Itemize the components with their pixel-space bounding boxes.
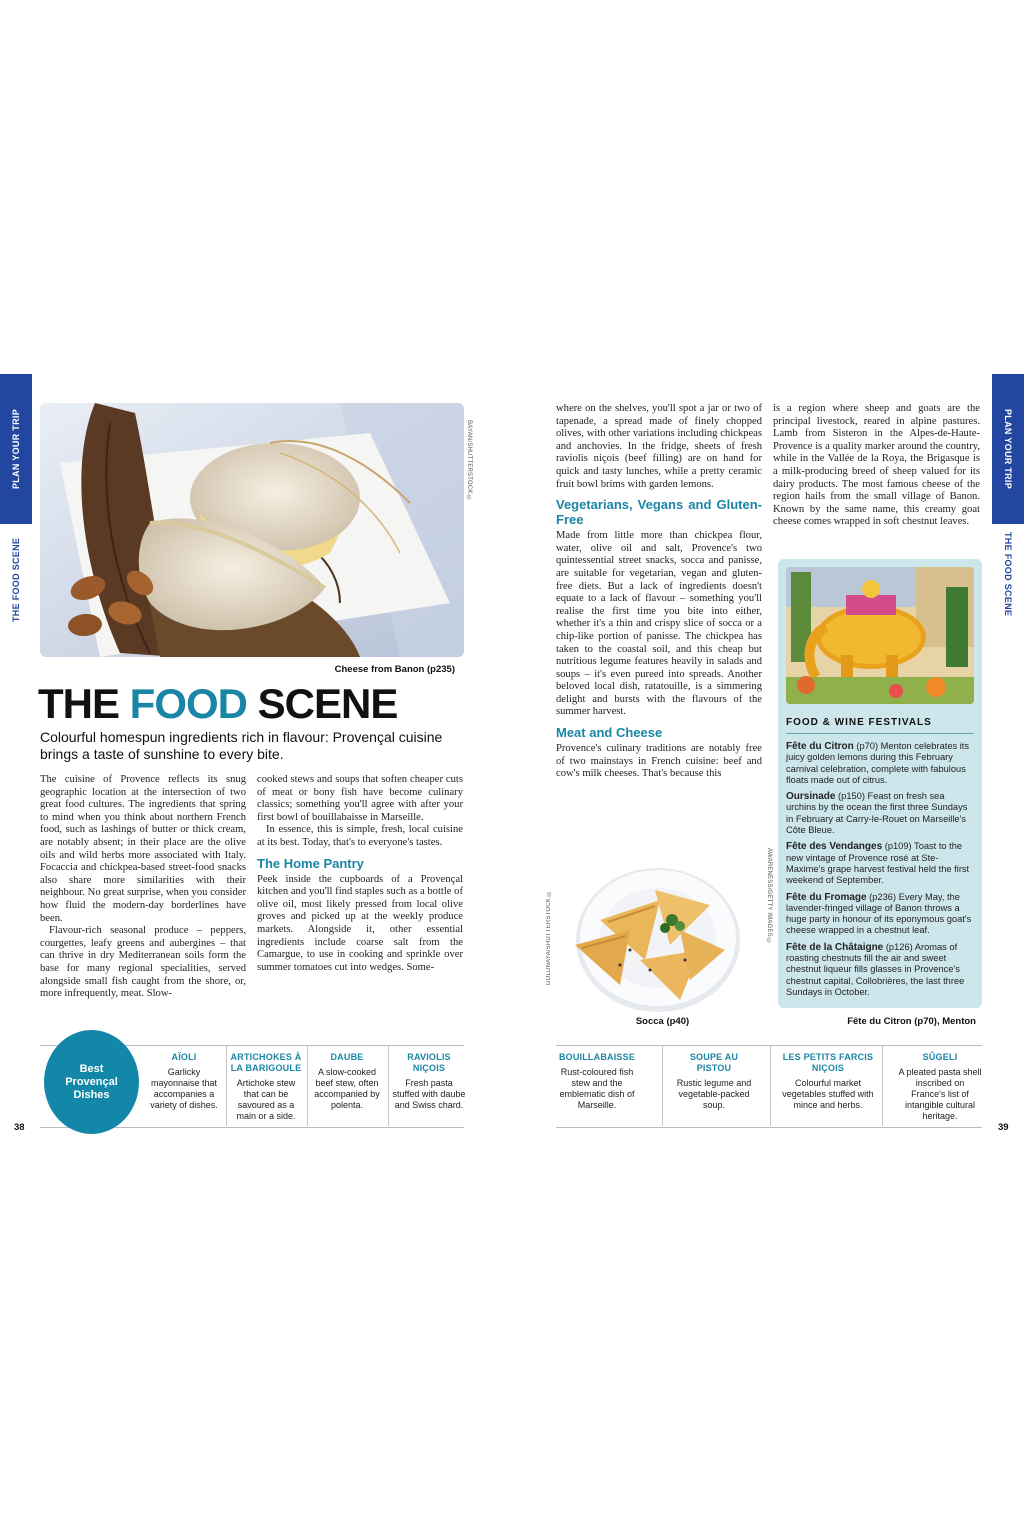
right-column-1 [556, 403, 762, 781]
dish-name: DAUBE [330, 1052, 364, 1062]
festival-text: Feast on fresh sea urchins by the ocean the first three Sundays in February at Carry-le-Rouet on Marseille's Côte Bleue. [786, 791, 968, 836]
standfirst: Colourful homespun ingredients rich in flavour: Provençal cuisine brings a taste of sunshine to every bite. [40, 729, 443, 762]
left-col1-paragraph-1: The cuisine of Provence reflects its snug geographic location at the intersection of two great food cultures. The ingredients that spring to mind when you think about northern French food, such as lashings of butter or thick cream, are notably absent; in their place are the olive oils and wild herbs more associated with Italy. Focaccia and chickpea-based street-food snacks also share more similarities with their neighbour. No great surprise, when you consider how fluid the modern-day borderlines have been. [40, 774, 246, 924]
dish-name: ARTICHOKES À LA BARIGOULE [230, 1052, 302, 1073]
festival-text: Toast to the new vintage of Provence rosé at Ste-Maxime's grape harvest festival held the first weekend of September. [786, 841, 970, 886]
dish-description: Colourful market vegetables stuffed with mince and herbs. [782, 1078, 874, 1110]
festival-photo [786, 567, 974, 704]
festival-photo-credit: AWARENESS/GETTY IMAGES © [766, 848, 772, 945]
side-label-left [0, 532, 32, 622]
left-col2-paragraph-1: cooked stews and soups that soften cheaper cuts of meat or bony fish have become culinary classics; something you'll agree with after your first bowl of bouillabaisse in Marseille. [257, 774, 463, 823]
festival-ref: (p126) [883, 941, 913, 952]
festival-name: Oursinade [786, 791, 836, 803]
dish-artichokes [230, 1052, 302, 1122]
dish-name: AÏOLI [171, 1052, 197, 1062]
page-title-highlight: FOOD [129, 680, 247, 727]
dish-soupe-au-pistou [672, 1052, 756, 1111]
cheese-photo-caption: Cheese from Banon (p235) [334, 664, 455, 675]
dish-name: BOUILLABAISSE [558, 1052, 636, 1062]
festival-item [786, 741, 976, 786]
dish-divider [307, 1046, 308, 1126]
section-heading-meat-cheese: Meat and Cheese [556, 725, 663, 741]
socca-photo [560, 850, 750, 1015]
dish-sugeli [898, 1052, 982, 1122]
socca-photo-image [560, 850, 750, 1015]
left-column-2 [257, 774, 463, 974]
socca-photo-caption: Socca (p40) [635, 1016, 690, 1027]
side-label-left-text: THE FOOD SCENE [11, 537, 21, 622]
dish-divider [882, 1046, 883, 1126]
right-column-2 [773, 403, 980, 529]
dish-divider [770, 1046, 771, 1126]
festival-text: Aromas of roasting chestnuts fill the air and sweet chestnut liqueur fills glasses in Provence's chestnut capital, Collobrières, the last three Sundays in October. [786, 941, 965, 997]
dish-name: SÛGELI [922, 1052, 958, 1062]
page-title [38, 680, 397, 728]
section-heading-vegetarians: Vegetarians, Vegans and Gluten-Free [556, 497, 762, 528]
festival-photo-image [786, 567, 974, 704]
side-tab-right-label: PLAN YOUR TRIP [1003, 408, 1013, 490]
page-number-right: 39 [998, 1122, 1009, 1133]
festival-item [786, 892, 976, 937]
dish-name: LES PETITS FARCIS NIÇOIS [782, 1052, 874, 1073]
festival-item [786, 841, 976, 886]
festivals-heading: FOOD & WINE FESTIVALS [786, 717, 932, 728]
dish-divider [226, 1046, 227, 1126]
festivals-list [786, 741, 976, 1003]
dish-description: A pleated pasta shell inscribed on France's list of intangible cultural heritage. [898, 1067, 982, 1121]
festival-name: Fête du Citron [786, 741, 854, 752]
festival-photo-caption: Fête du Citron (p70), Menton [847, 1016, 976, 1027]
right-col1-paragraph-1: where on the shelves, you'll spot a jar or two of tapenade, a spread made of finely chopped olives, with other variations including chickpeas and anchovies. In the fridge, sheets of fresh raviolis niçois (beef filling) are on hand for quick and tasty lunches, while a pretty ceramic fruit bowl brims with garden lemons. [556, 403, 762, 490]
dish-bouillabaisse [558, 1052, 636, 1111]
dish-petits-farcis [780, 1052, 876, 1111]
cheese-photo-credit: BAYAN/SHUTTERSTOCK © [466, 420, 472, 502]
dish-raviolis [392, 1052, 466, 1111]
festival-ref: (p236) [866, 891, 897, 902]
festival-ref: (p150) [835, 791, 865, 802]
dish-divider [388, 1046, 389, 1126]
side-tab-left-label: PLAN YOUR TRIP [11, 408, 21, 490]
side-tab-right [992, 374, 1024, 524]
dish-divider [662, 1046, 663, 1126]
best-dishes-badge [44, 1030, 139, 1134]
dish-description: Rustic legume and vegetable-packed soup. [676, 1078, 752, 1110]
festivals-box [778, 559, 982, 1008]
left-column-1 [40, 774, 246, 1001]
right-col2-paragraph-1: is a region where sheep and goats are the principal livestock, reared in alpine pastures. Lamb from Sisteron in the Alpes-de-Haute-Provence is a quality marker around the country, while in the Vallée de la Roya, the Brigasque is a milk-producing breed of sheep valued for its dairy products. The most famous cheese of the region hails from the small village of Banon. Known by the same name, this creamy goat cheese comes wrapped in soft chestnut leaves. [773, 403, 980, 528]
dishes-strip-rule-bottom-right [556, 1127, 982, 1128]
dish-description: Artichoke stew that can be savoured as a main or a side. [236, 1078, 296, 1121]
cheese-photo [40, 403, 464, 657]
festival-name: Fête du Fromage [786, 891, 867, 903]
festival-item [786, 791, 976, 836]
left-col2-paragraph-3: Peek inside the cupboards of a Provençal kitchen and you'll find staples such as a bottle of olive oil, most likely pressed from local olive groves and picked up at the weekly produce markets. Alongside it, other essential ingredients include coarse salt from the Camargue, to use in cooking and sprinkle over summer tomatoes cut into wedges. Some- [257, 873, 463, 973]
dish-aioli [147, 1052, 221, 1111]
right-col1-paragraph-2: Made from little more than chickpea flour, water, olive oil and salt, Provence's two quintessential street snacks, socca and panisse, are suitable for vegetarian, vegan and gluten-free diets. But a lack of ingredients doesn't equate to a lack of flavour – something you'll realise the first time you bite into either, whether it's a thin and crispy slice of socca or a chip-like portion of panisse. The chickpea has taken to the coastal soil, and this cheap but nutritious legume features heavily in salads and soups – it's even pureed into spreads. Another beloved local dish, ratatouille, is a simmering delight and bursts with the flavours of the summer harvest. [556, 530, 762, 718]
festival-text: Every May, the lavender-fringed village of Banon throws a huge party in honour of its eponymous goat's cheese wrapped in a chestnut leaf. [786, 891, 972, 936]
page-number-left: 38 [14, 1122, 25, 1133]
left-col1-paragraph-2: Flavour-rich seasonal produce – peppers, courgettes, leafy greens and aubergines – that can thrive in dry Mediterranean soils form the base for many regional specialities, served alongside small fish caught from the shore, or, more infrequently, meat. Slow- [40, 925, 246, 1000]
best-dishes-badge-label: Best Provençal Dishes [65, 1062, 118, 1101]
side-label-right-text: THE FOOD SCENE [1003, 532, 1013, 617]
left-col2-paragraph-2: In essence, this is simple, fresh, local cuisine at its best. Today, that's to everyone's tastes. [257, 824, 463, 848]
dish-daube [311, 1052, 383, 1111]
section-heading-home-pantry: The Home Pantry [257, 855, 364, 871]
festival-name: Fête de la Châtaigne [786, 941, 884, 953]
festival-name: Fête des Vendanges [786, 841, 883, 853]
socca-photo-credit: GOLDNAYA/SHUTTERSTOCK © [546, 890, 552, 986]
dishes-strip-rule-top-right [556, 1045, 982, 1046]
side-tab-left [0, 374, 32, 524]
dish-description: Garlicky mayonnaise that accompanies a variety of dishes. [150, 1067, 218, 1110]
festival-ref: (p109) [882, 841, 912, 852]
dish-name: SOUPE AU PISTOU [689, 1052, 739, 1073]
festival-ref: (p70) [853, 741, 879, 751]
side-label-right [992, 532, 1024, 622]
dish-name: RAVIOLIS NIÇOIS [407, 1052, 451, 1073]
festival-text: Menton celebrates its juicy golden lemons during this February carnival celebration, complete with fabulous floats made out of citrus. [786, 741, 970, 785]
dish-description: A slow-cooked beef stew, often accompanied by polenta. [314, 1067, 380, 1110]
festival-item [786, 942, 976, 998]
dish-description: Rust-coloured fish stew and the emblematic dish of Marseille. [559, 1067, 635, 1110]
cheese-photo-image [40, 403, 464, 657]
right-col1-paragraph-3: Provence's culinary traditions are notably free of two mainstays in French cuisine: beef and cow's milk cheeses. That's because this [556, 743, 762, 780]
page-title-part1: THE [38, 680, 130, 727]
festivals-heading-rule [786, 733, 974, 734]
page-title-part2: SCENE [247, 680, 398, 727]
dish-description: Fresh pasta stuffed with daube and Swiss chard. [392, 1078, 466, 1110]
